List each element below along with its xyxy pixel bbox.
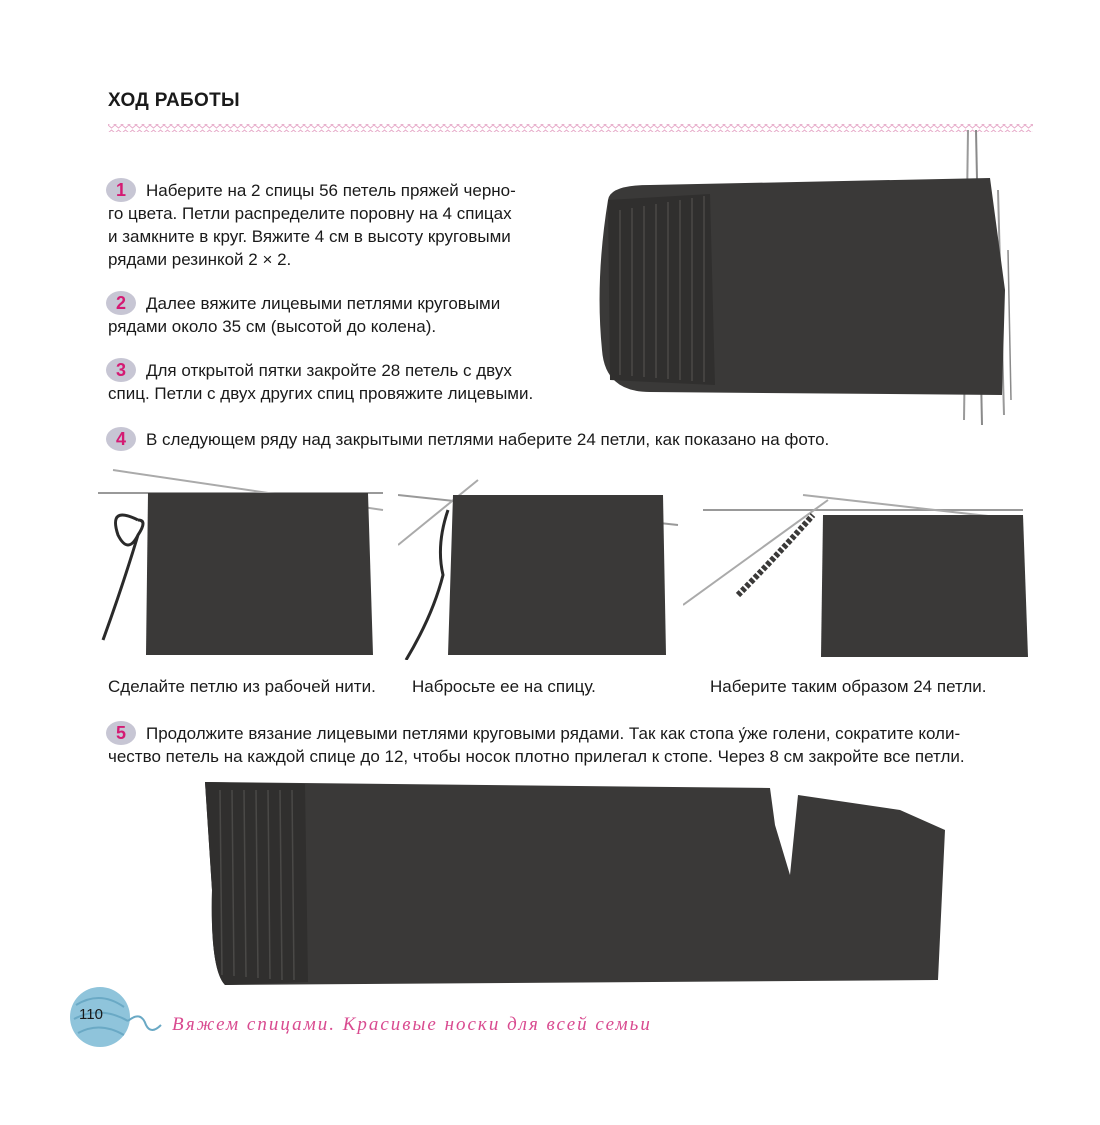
book-title: Вяжем спицами. Красивые носки для всей семьи xyxy=(172,1014,652,1035)
step-3: 3 Для открытой пятки закройте 28 петель с двух спиц. Петли с двух других спиц провяжите лицевыми. xyxy=(108,360,534,403)
page-number: 110 xyxy=(79,1006,103,1023)
step-number: 5 xyxy=(106,721,136,745)
photo-cast-on-24 xyxy=(683,465,1038,660)
step-number: 2 xyxy=(106,291,136,315)
photo-make-loop xyxy=(98,465,388,660)
step-number: 3 xyxy=(106,358,136,382)
page-title: ХОД РАБОТЫ xyxy=(108,90,240,111)
step-1: 1 Наберите на 2 спицы 56 петель пряжей черно- го цвета. Петли распределите поровну на 4 спицах и замкните в круг. Вяжите 4 см в высоту круговыми рядами резинкой 2 × 2. xyxy=(108,180,516,269)
step-4: 4 В следующем ряду над закрытыми петлями наберите 24 петли, как показано на фото. xyxy=(108,427,1008,451)
step-5: 5 Продолжите вязание лицевыми петлями круговыми рядами. Так как стопа у́же голени, сократите коли- чество петель на каждой спице до 12, чтобы носок плотно прилегал к стопе. Через 8 см закройте все петли. xyxy=(108,723,965,766)
step-number: 1 xyxy=(106,178,136,202)
step-2: 2 Далее вяжите лицевыми петлями круговыми рядами около 35 см (высотой до колена). xyxy=(108,293,501,336)
sock-on-needles-photo xyxy=(590,130,1040,430)
caption-3: Наберите таким образом 24 петли. xyxy=(710,677,987,696)
caption-2: Набросьте ее на спицу. xyxy=(412,677,596,696)
photo-wrap-needle xyxy=(398,465,688,660)
step-number: 4 xyxy=(106,427,136,451)
caption-1: Сделайте петлю из рабочей нити. xyxy=(108,677,376,696)
finished-sock-photo xyxy=(200,770,950,990)
